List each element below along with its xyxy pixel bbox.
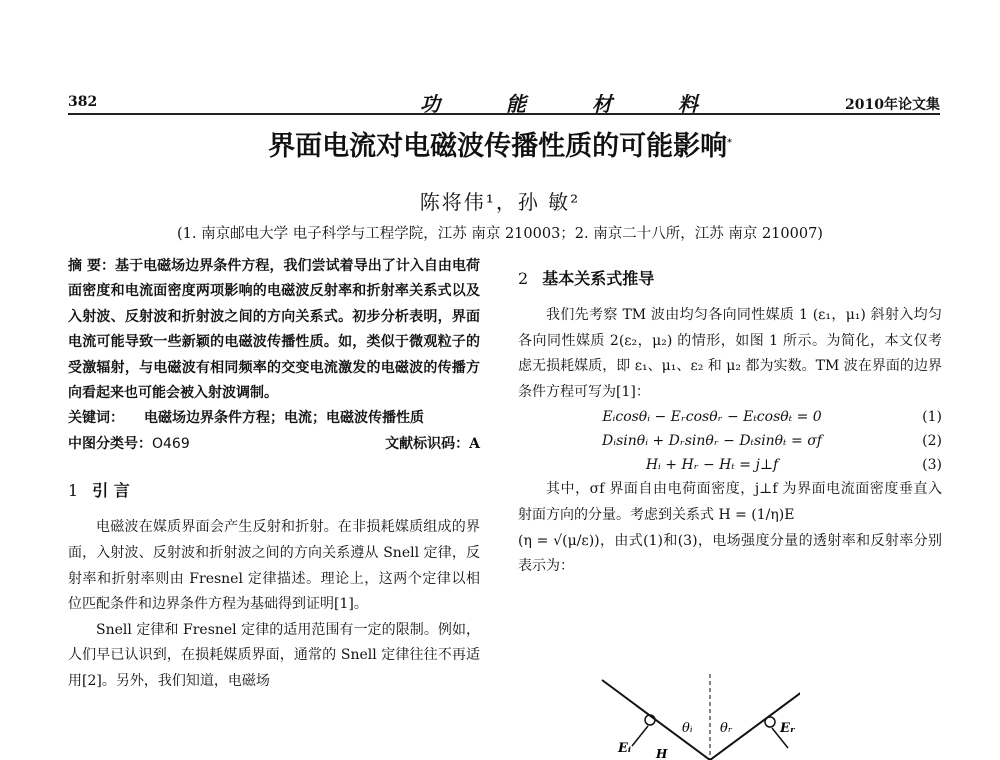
equation-2-number: (2) [922,433,942,450]
equation-3-body: Hᵢ + Hᵣ − Hₜ = j⊥f [645,457,779,474]
h-label: H [656,747,668,760]
section-2-paragraph: (η = √(μ/ε))，由式(1)和(3)，电场强度分量的透射率和反射率分别表示为： [518,532,942,575]
section-2-heading [518,266,942,289]
authors: 陈将伟¹，孙 敏² [419,190,581,214]
affiliation: (1. 南京邮电大学 电子科学与工程学院，江苏 南京 210003；2. 南京二十八所，江苏 南京 210007) [177,226,823,242]
equation-3 [518,453,942,477]
equation-1-number: (1) [922,409,942,426]
paper-title-text: 界面电流对电磁波传播性质的可能影响 [268,131,728,162]
left-column [68,254,480,695]
reflected-h-symbol [765,717,775,727]
volume-label: 2010年论文集 [845,97,940,113]
section-1-heading [68,478,480,501]
incident-e-vector [632,726,648,746]
equation-3-number: (3) [922,457,942,474]
reflected-ray [710,680,800,760]
clc-label: 中图分类号： [68,436,152,453]
section-2-paragraph: 其中，σf 界面自由电荷面密度，j⊥f 为界面电流面密度垂直入射面方向的分量。考虑到关系式 H = (1/η)E [518,481,942,523]
section-2-number: 2 [518,269,529,288]
abstract-label: 摘 要： [68,258,116,274]
journal-char: 功 [420,92,442,116]
section-1-paragraph: 电磁波在媒质界面会产生反射和折射。在非损耗媒质组成的界面，入射波、反射波和折射波之间的方向关系遵从 Snell 定律，反射率和折射率则由 Fresnel 定律描述。理论上，这两个定律以相位匹配条件和边界条件方程为基础得到证明[1]。 [68,519,480,613]
theta-r-label: θᵣ [720,721,733,736]
keywords-label: 关键词： [68,410,124,427]
doc-code-value: A [469,436,480,453]
doc-code [385,432,480,456]
doc-code-label: 文献标识码： [385,436,470,453]
e-r-label: Eᵣ [780,721,796,736]
abstract-text: 基于电磁场边界条件方程，我们尝试着导出了计入自由电荷面密度和电流面密度两项影响的电磁波反射率和折射率关系式以及入射波、反射波和折射波之间的方向关系式。初步分析表明，界面电流可能导致一些新颖的电磁波传播性质。如，类似于微观粒子的受激辐射，与电磁波有相同频率的交变电流激发的电磁波的传播方向看起来也可能会被入射波调制。 [68,258,480,402]
equation-2-body: Dᵢsinθᵢ + Dᵣsinθᵣ − Dₜsinθₜ = σf [602,433,822,450]
classification-row [68,432,480,456]
page-number: 382 [68,94,98,110]
section-1-title: 引 言 [92,481,130,501]
journal-char: 材 [592,92,614,116]
keywords [68,406,480,430]
keywords-text: 电磁场边界条件方程；电流；电磁波传播性质 [144,410,424,427]
equation-1 [518,405,942,429]
figure-1-diagram [560,672,800,760]
equation-1-body: Eᵢcosθᵢ − Eᵣcosθᵣ − Eₜcosθₜ = 0 [602,409,822,426]
section-1-paragraph: Snell 定律和 Fresnel 定律的适用范围有一定的限制。例如，人们早已认识到，在损耗媒质界面，通常的 Snell 定律往往不再适用[2]。另外，我们知道，电磁场 [68,621,480,689]
header-rule [68,113,940,115]
e-i-label: Eᵢ [618,741,632,756]
journal-char: 能 [506,92,528,116]
abstract [68,254,480,406]
equation-2 [518,429,942,453]
clc-value: O469 [152,436,190,453]
paper-title [0,124,1000,163]
clc-number [68,432,190,456]
title-footnote-mark: * [727,138,732,148]
journal-char: 料 [678,92,700,116]
section-1-number: 1 [68,481,79,501]
section-2-title: 基本关系式推导 [542,269,655,288]
right-column [518,254,942,580]
theta-i-label: θᵢ [682,721,693,736]
section-2-paragraph: 我们先考察 TM 波由均匀各向同性媒质 1 (ε₁，μ₁) 斜射入均匀各向同性媒质 2(ε₂，μ₂) 的情形，如图 1 所示。为简化，本文仅考虑无损耗媒质，即 ε₁、μ₁、ε₂ 和 μ₂ 都为实数。TM 波在界面的边界条件方程可写为[1]： [518,307,942,400]
